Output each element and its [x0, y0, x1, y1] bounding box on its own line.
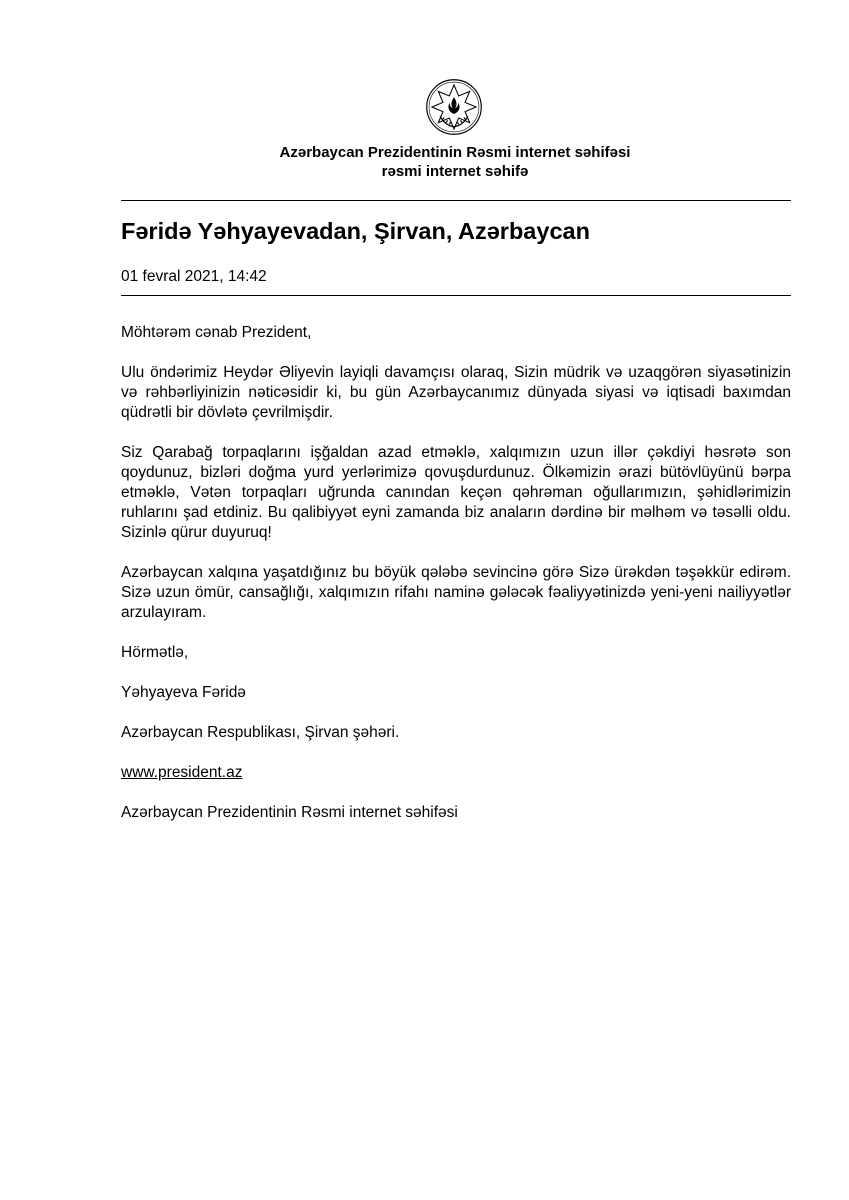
site-title: Azərbaycan Prezidentinin Rəsmi internet səhifəsi — [279, 144, 631, 161]
website-link-row — [121, 763, 791, 783]
source-attribution: Azərbaycan Prezidentinin Rəsmi internet səhifəsi — [121, 804, 458, 821]
site-subtitle: rəsmi internet səhifə — [381, 163, 529, 180]
azerbaijan-state-emblem-icon — [425, 78, 483, 136]
letter-paragraph: Siz Qarabağ torpaqlarını işğaldan azad etməklə, xalqımızın uzun illər çəkdiyi həsrətə son qoydunuz, bizləri doğma yurd yerlərimizə qovuşdurdunuz. Ölkəmizin ərazi bütövlüyünü bərpa etməklə, Vətən torpaqları uğrunda canından keçən qəhrəman oğullarımızın, şəhidlərimizin ruhlarını şad etdiniz. Bu qalibiyyət eyni zamanda biz anaların dərdinə bir məlhəm və təsəlli oldu. Sizinlə qürur duyuruq! — [121, 444, 791, 541]
letter-location: Azərbaycan Respublikası, Şirvan şəhəri. — [121, 724, 400, 741]
publish-date: 01 fevral 2021, 14:42 — [121, 268, 267, 285]
letter-signature: Yəhyayeva Fəridə — [121, 684, 246, 701]
letter-greeting: Möhtərəm cənab Prezident, — [121, 324, 312, 341]
letter-paragraph: Azərbaycan xalqına yaşatdığınız bu böyük qələbə sevincinə görə Sizə ürəkdən təşəkkür edirəm. Sizə uzun ömür, cansağlığı, xalqımızın rifahı naminə gələcək fəaliyyətinizdə yeni-yeni nailiyyətlər arzulayıram. — [121, 564, 791, 621]
letter-closing: Hörmətlə, — [121, 644, 189, 661]
website-link[interactable]: www.president.az — [121, 764, 243, 781]
letter-paragraph: Ulu öndərimiz Heydər Əliyevin layiqli davamçısı olaraq, Sizin müdrik və uzaqgörən siyasətinizin və rəhbərliyinizin nəticəsidir ki, bu gün Azərbaycanımız dünyada siyasi və iqtisadi baxımdan qüdrətli bir dövlətə çevrilmişdir. — [121, 364, 791, 421]
header-divider — [121, 200, 791, 201]
page-title: Fəridə Yəhyayevadan, Şirvan, Azərbaycan — [121, 218, 590, 244]
date-divider — [121, 295, 791, 296]
